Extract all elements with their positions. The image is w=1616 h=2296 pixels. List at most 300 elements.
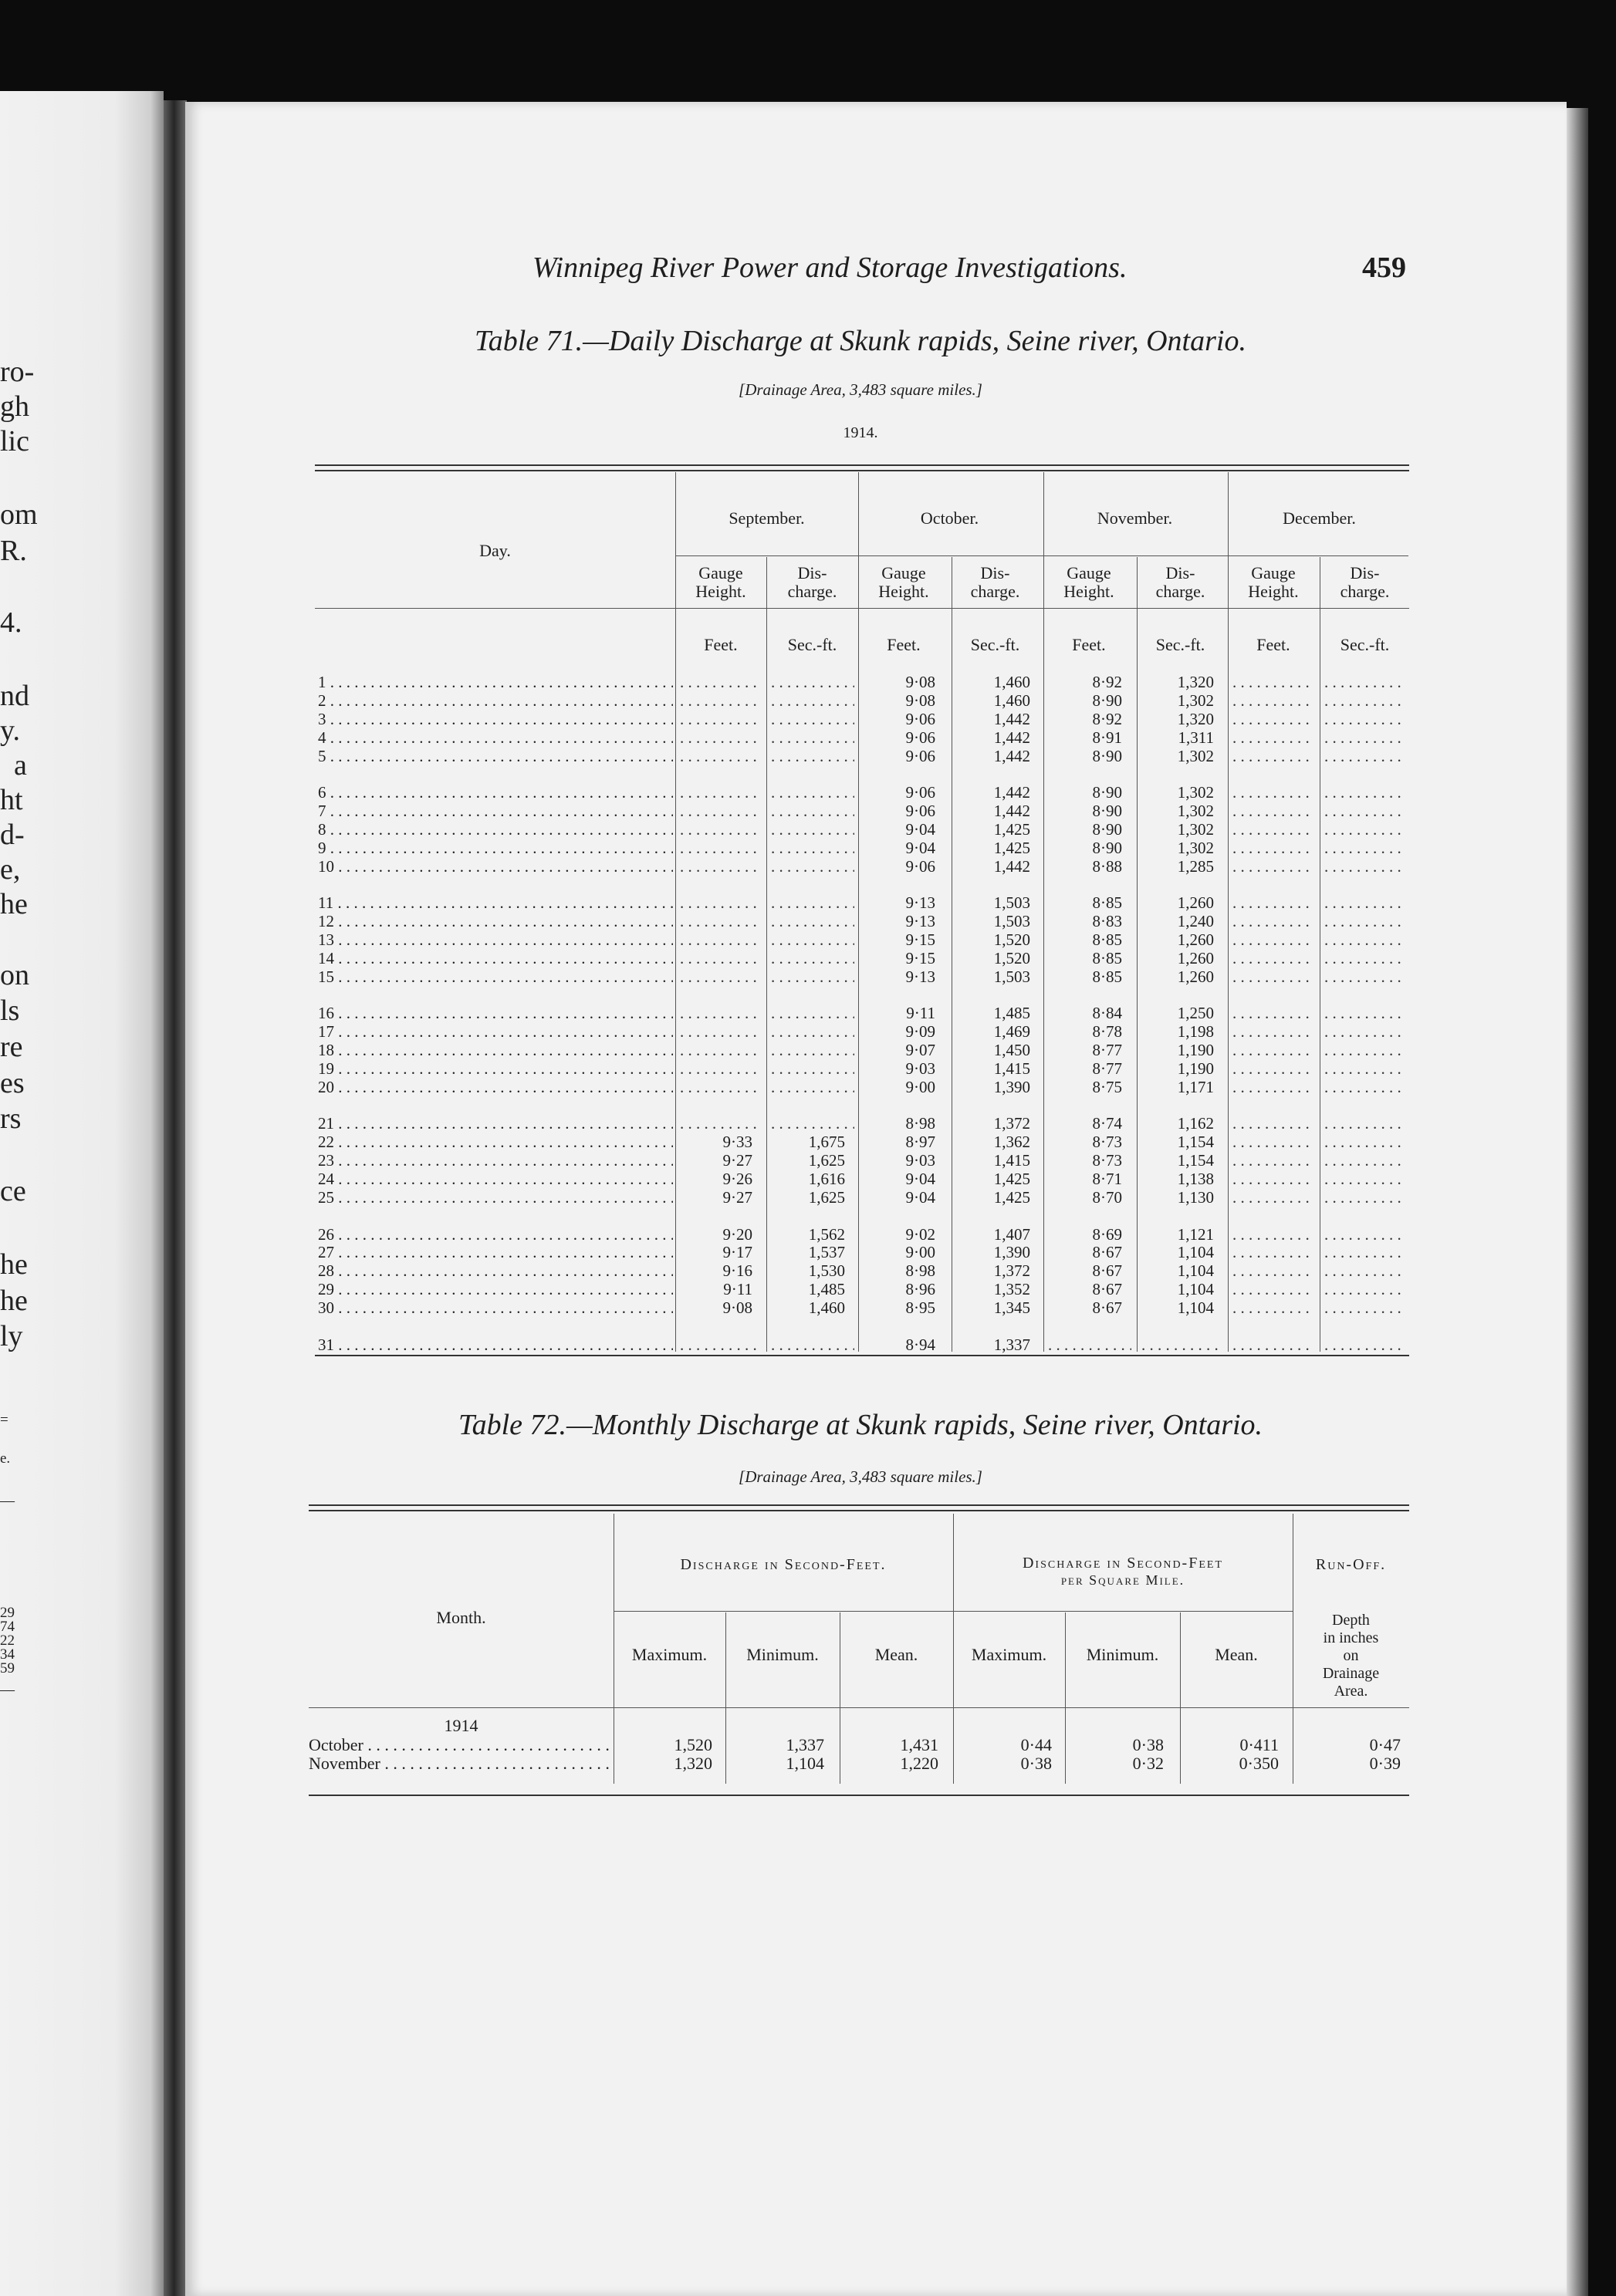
- table71-empty: [1324, 1059, 1405, 1078]
- table71-empty: [771, 691, 854, 710]
- table71-empty: [1232, 967, 1314, 986]
- table71-bottom-rule: [315, 1355, 1409, 1356]
- table72-drainage: [Drainage Area, 3,483 square miles.]: [739, 1467, 982, 1486]
- left-page-text: R.: [0, 535, 27, 567]
- table71-value: 1,104: [1177, 1261, 1214, 1281]
- table71-empty: [1324, 802, 1405, 820]
- day-label: 9 . . .: [318, 839, 673, 857]
- table71-value: 8·90: [1092, 802, 1122, 820]
- table71-value: 8·77: [1092, 1059, 1122, 1078]
- table71-value: 1,442: [993, 783, 1030, 802]
- day-label: 14 . . .: [318, 949, 673, 967]
- units-sec-ft: Sec.-ft.: [787, 635, 837, 654]
- table71-empty: [771, 930, 854, 949]
- table71-empty: [771, 1041, 854, 1059]
- table71-empty: [771, 747, 854, 765]
- table71-value: 8·90: [1092, 819, 1122, 839]
- table72-value: 1,431: [900, 1735, 938, 1754]
- table72-value: 1,220: [900, 1754, 938, 1773]
- table71-empty: [771, 710, 854, 728]
- left-page-text: om: [0, 498, 38, 531]
- day-label: 24 . . .: [318, 1170, 673, 1188]
- table71-empty: [1232, 1280, 1314, 1298]
- table71-value: 8·90: [1092, 746, 1122, 765]
- table71-empty: [771, 728, 854, 747]
- table71-header-bottom-rule: [315, 608, 1409, 609]
- table71-value: 8·96: [905, 1280, 935, 1299]
- table71-empty: [680, 728, 762, 747]
- table71-value: 1,104: [1177, 1298, 1214, 1318]
- month-label: November . . .: [309, 1754, 610, 1773]
- table71-value: 9·06: [905, 746, 935, 765]
- table71-empty: [680, 912, 762, 930]
- left-page-text: he: [0, 888, 28, 920]
- table71-empty: [1232, 1133, 1314, 1151]
- table71-empty: [680, 783, 762, 802]
- table71-value: 1,485: [993, 1004, 1030, 1023]
- table72-value: 1,337: [786, 1735, 824, 1754]
- table71-value: 1,302: [1177, 838, 1214, 857]
- discharge-header: Dis-: [1165, 563, 1195, 582]
- day-label: 25 . . .: [318, 1188, 673, 1207]
- day-label: 21 . . .: [318, 1114, 673, 1133]
- page-edge: [1567, 108, 1588, 2296]
- table71-value: 1,442: [993, 746, 1030, 765]
- table71-value: 9·04: [905, 838, 935, 857]
- table71-value: 9·04: [905, 1170, 935, 1189]
- table71-value: 1,450: [993, 1041, 1030, 1060]
- table71-empty: [771, 949, 854, 967]
- day-label: 1 . . .: [318, 673, 673, 691]
- table71-value: 1,250: [1177, 1004, 1214, 1023]
- table71-empty: [1324, 930, 1405, 949]
- table71-empty: [1324, 967, 1405, 986]
- table71-empty: [771, 783, 854, 802]
- table71-title: Table 71.—Daily Discharge at Skunk rapids, Seine river, Ontario.: [475, 325, 1246, 357]
- table71-empty: [1232, 783, 1314, 802]
- day-label: 3 . . .: [318, 710, 673, 728]
- table71-empty: [771, 1022, 854, 1041]
- table71-empty: [771, 857, 854, 876]
- table71-value: 8·90: [1092, 838, 1122, 857]
- table71-value: 1,162: [1177, 1114, 1214, 1133]
- table71-empty: [1324, 949, 1405, 967]
- units-feet: Feet.: [887, 635, 921, 654]
- runoff-header: Run-Off.: [1315, 1556, 1387, 1573]
- table72-value: 1,520: [674, 1735, 712, 1754]
- table71-value: 8·67: [1092, 1261, 1122, 1281]
- left-page-text: e,: [0, 853, 21, 886]
- table71-empty: [1232, 1078, 1314, 1096]
- units-sec-ft: Sec.-ft.: [970, 635, 1020, 654]
- table71-value: 1,503: [993, 967, 1030, 986]
- table71-value: 9·11: [723, 1280, 752, 1299]
- table71-empty: [1232, 691, 1314, 710]
- table71-empty: [1232, 1188, 1314, 1207]
- table72-value: 1,320: [674, 1754, 712, 1773]
- year-label: 1914: [444, 1716, 478, 1735]
- gauge-height-header: Gauge: [698, 563, 743, 582]
- table72-top-rule: [309, 1504, 1409, 1506]
- left-page-text: 4.: [0, 606, 22, 639]
- left-page-text: 29: [0, 1605, 15, 1621]
- month-header: Month.: [436, 1608, 486, 1627]
- runoff-depth-header: on: [1343, 1647, 1359, 1664]
- left-page-text: he: [0, 1285, 28, 1317]
- table71-empty: [680, 1059, 762, 1078]
- table71-value: 1,260: [1177, 948, 1214, 967]
- table71-value: 1,390: [993, 1243, 1030, 1262]
- left-page-text: ro-: [0, 356, 35, 388]
- table71-value: 9·15: [905, 948, 935, 967]
- table71-empty: [1232, 857, 1314, 876]
- table71-empty: [1324, 1078, 1405, 1096]
- table71-empty: [1324, 1170, 1405, 1188]
- table71-value: 9·27: [722, 1151, 752, 1170]
- table71-empty: [1232, 747, 1314, 765]
- left-page-text: ce: [0, 1175, 26, 1207]
- table71-empty: [1232, 1151, 1314, 1170]
- day-label: 30 . . .: [318, 1298, 673, 1317]
- day-label: 17 . . .: [318, 1022, 673, 1041]
- table71-value: 1,302: [1177, 819, 1214, 839]
- left-page-text: gh: [0, 390, 29, 423]
- table71-value: 1,171: [1177, 1077, 1214, 1096]
- table71-empty: [1324, 783, 1405, 802]
- day-label: 10 . . .: [318, 857, 673, 876]
- table71-value: 8·92: [1092, 673, 1122, 691]
- column-header: Mean.: [1215, 1645, 1258, 1664]
- table71-value: 1,520: [993, 948, 1030, 967]
- day-label: 27 . . .: [318, 1243, 673, 1261]
- day-label: 18 . . .: [318, 1041, 673, 1059]
- table71-value: 8·90: [1092, 690, 1122, 710]
- table71-value: 1,390: [993, 1077, 1030, 1096]
- table71-empty: [680, 839, 762, 857]
- table71-empty: [771, 673, 854, 691]
- left-page-text: =: [0, 1412, 8, 1428]
- table71-value: 1,442: [993, 856, 1030, 876]
- table71-drainage: [Drainage Area, 3,483 square miles.]: [739, 380, 982, 399]
- table71-empty: [771, 1335, 854, 1354]
- gauge-height-header: Gauge: [881, 563, 926, 582]
- table71-value: 8·67: [1092, 1298, 1122, 1318]
- table71-value: 9·15: [905, 930, 935, 949]
- table71-empty: [771, 1114, 854, 1133]
- table71-value: 9·00: [905, 1077, 935, 1096]
- gauge-height-header: Gauge: [1067, 563, 1111, 582]
- table71-value: 1,442: [993, 728, 1030, 747]
- table71-empty: [680, 857, 762, 876]
- table71-value: 9·13: [905, 912, 935, 931]
- month-header: November.: [1097, 508, 1173, 528]
- table71-empty: [1324, 820, 1405, 839]
- table71-value: 1,407: [993, 1224, 1030, 1244]
- table71-value: 1,198: [1177, 1022, 1214, 1042]
- table71-value: 9·00: [905, 1243, 935, 1262]
- discharge-group-header: Discharge in Second-Feet.: [680, 1556, 887, 1573]
- table71-value: 9·26: [722, 1170, 752, 1189]
- table71-empty: [1232, 1059, 1314, 1078]
- table71-value: 9·09: [905, 1022, 935, 1042]
- table71-value: 1,154: [1177, 1151, 1214, 1170]
- table71-value: 1,442: [993, 802, 1030, 820]
- day-label: 20 . . .: [318, 1078, 673, 1096]
- left-page-text: ls: [0, 994, 20, 1027]
- table71-value: 1,425: [993, 1188, 1030, 1207]
- table71-empty: [1232, 949, 1314, 967]
- table71-value: 8·77: [1092, 1041, 1122, 1060]
- table71-value: 8·75: [1092, 1077, 1122, 1096]
- table71-value: 9·03: [905, 1151, 935, 1170]
- table71-value: 9·33: [722, 1133, 752, 1152]
- table71-value: 9·17: [722, 1243, 752, 1262]
- runoff-depth-header: Depth: [1332, 1612, 1370, 1629]
- table71-value: 9·11: [906, 1004, 935, 1023]
- table71-value: 9·06: [905, 728, 935, 747]
- day-label: 13 . . .: [318, 930, 673, 949]
- table71-value: 9·04: [905, 819, 935, 839]
- table71-empty: [1232, 1261, 1314, 1280]
- table72-title: Table 72.—Monthly Discharge at Skunk rapids, Seine river, Ontario.: [458, 1409, 1263, 1441]
- gauge-height-header: Height.: [1063, 582, 1114, 601]
- day-label: 7 . . .: [318, 802, 673, 820]
- left-page-text: 34: [0, 1646, 15, 1663]
- table71-empty: [1232, 802, 1314, 820]
- table71-empty: [1232, 1041, 1314, 1059]
- left-page-text: y.: [0, 714, 21, 747]
- table71-value: 9·02: [905, 1224, 935, 1244]
- table71-value: 8·90: [1092, 783, 1122, 802]
- table71-value: 1,320: [1177, 709, 1214, 728]
- table72-value: 0·47: [1369, 1735, 1401, 1754]
- table71-value: 1,460: [993, 673, 1030, 691]
- left-page-text: e.: [0, 1450, 11, 1467]
- table71-value: 1,130: [1177, 1188, 1214, 1207]
- table71-year: 1914.: [843, 424, 878, 441]
- table71-empty: [771, 967, 854, 986]
- table72-value: 0·350: [1239, 1754, 1279, 1773]
- table71-value: 9·20: [722, 1224, 752, 1244]
- table71-empty: [1324, 893, 1405, 912]
- left-page-text: a: [14, 749, 27, 782]
- left-page-text: he: [0, 1248, 28, 1281]
- table71-empty: [1324, 728, 1405, 747]
- table71-value: 1,104: [1177, 1280, 1214, 1299]
- gauge-height-header: Height.: [695, 582, 746, 601]
- table71-empty: [771, 802, 854, 820]
- left-page-text: —: [0, 1682, 15, 1698]
- table71-empty: [1048, 1335, 1131, 1354]
- table72-header-bottom-rule: [309, 1707, 1409, 1708]
- page-number: 459: [1362, 252, 1406, 284]
- table71-empty: [680, 949, 762, 967]
- table71-empty: [1324, 747, 1405, 765]
- column-header: Minimum.: [746, 1645, 819, 1664]
- table71-value: 1,337: [993, 1335, 1030, 1354]
- table71-empty: [1232, 1225, 1314, 1244]
- table71-empty: [1324, 710, 1405, 728]
- table71-value: 1,625: [808, 1151, 845, 1170]
- table71-value: 8·88: [1092, 856, 1122, 876]
- left-page-text: 59: [0, 1660, 15, 1676]
- table71-value: 8·97: [905, 1133, 935, 1152]
- runoff-depth-header: Area.: [1334, 1683, 1368, 1700]
- table71-value: 1,372: [993, 1114, 1030, 1133]
- table71-value: 8·74: [1092, 1114, 1122, 1133]
- table71-empty: [1232, 728, 1314, 747]
- table72-value: 0·38: [1020, 1754, 1052, 1773]
- table71-empty: [680, 1114, 762, 1133]
- left-page-fragment: [0, 91, 164, 2296]
- units-feet: Feet.: [1256, 635, 1290, 654]
- left-page-text: ht: [0, 784, 23, 816]
- day-label: 2 . . .: [318, 691, 673, 710]
- left-page-text: d-: [0, 819, 25, 851]
- discharge-per-mile-header: Discharge in Second-Feet: [1022, 1555, 1223, 1572]
- table71-value: 1,302: [1177, 783, 1214, 802]
- table71-value: 1,372: [993, 1261, 1030, 1281]
- table71-value: 1,425: [993, 838, 1030, 857]
- table71-empty: [1232, 673, 1314, 691]
- table71-empty: [1324, 1298, 1405, 1317]
- table71-top-rule-2: [315, 470, 1409, 471]
- table71-empty: [680, 967, 762, 986]
- table71-value: 1,425: [993, 819, 1030, 839]
- table71-empty: [1232, 1114, 1314, 1133]
- table71-value: 1,121: [1177, 1224, 1214, 1244]
- table71-value: 1,302: [1177, 690, 1214, 710]
- table71-value: 1,240: [1177, 912, 1214, 931]
- left-page-text: lic: [0, 425, 29, 458]
- table71-value: 1,460: [993, 690, 1030, 710]
- table71-value: 1,460: [808, 1298, 845, 1318]
- discharge-header: Dis-: [980, 563, 1010, 582]
- table71-value: 1,138: [1177, 1170, 1214, 1189]
- table71-value: 8·94: [905, 1335, 935, 1354]
- table71-top-rule: [315, 464, 1409, 466]
- table71-empty: [680, 1004, 762, 1022]
- gauge-height-header: Gauge: [1251, 563, 1296, 582]
- table72-bottom-rule: [309, 1795, 1409, 1796]
- table71-value: 8·67: [1092, 1243, 1122, 1262]
- table71-empty: [1324, 1133, 1405, 1151]
- table71-empty: [1232, 839, 1314, 857]
- units-feet: Feet.: [704, 635, 738, 654]
- left-page-text: nd: [0, 680, 29, 712]
- table71-empty: [1324, 1280, 1405, 1298]
- month-label: October . . .: [309, 1736, 610, 1754]
- left-page-text: es: [0, 1067, 25, 1099]
- table71-value: 1,311: [1178, 728, 1214, 747]
- table71-value: 1,260: [1177, 930, 1214, 949]
- table71-empty: [1324, 1188, 1405, 1207]
- left-page-text: re: [0, 1031, 23, 1063]
- column-header: Mean.: [874, 1645, 918, 1664]
- table71-empty: [1232, 710, 1314, 728]
- table71-empty: [1324, 912, 1405, 930]
- table71-value: 9·06: [905, 802, 935, 820]
- gauge-height-header: Height.: [878, 582, 929, 601]
- table71-value: 8·70: [1092, 1188, 1122, 1207]
- table71-empty: [1324, 1243, 1405, 1261]
- left-page-text: rs: [0, 1102, 22, 1135]
- table72-value: 0·38: [1132, 1735, 1164, 1754]
- table71-empty: [680, 1022, 762, 1041]
- table71-value: 1,345: [993, 1298, 1030, 1318]
- table72-value: 0·411: [1239, 1735, 1279, 1754]
- table71-value: 1,503: [993, 912, 1030, 931]
- table72-value: 1,104: [786, 1754, 824, 1773]
- table71-value: 8·84: [1092, 1004, 1122, 1023]
- table71-value: 9·06: [905, 709, 935, 728]
- table71-value: 9·06: [905, 783, 935, 802]
- table71-empty: [1232, 912, 1314, 930]
- table71-value: 1,285: [1177, 856, 1214, 876]
- running-title: Winnipeg River Power and Storage Investigations.: [532, 252, 1127, 284]
- table71-empty: [1324, 857, 1405, 876]
- table71-empty: [771, 912, 854, 930]
- table72-top-rule-2: [309, 1510, 1409, 1511]
- discharge-header: Dis-: [797, 563, 827, 582]
- table72-value: 0·44: [1020, 1735, 1052, 1754]
- table71-value: 1,625: [808, 1188, 845, 1207]
- month-header: December.: [1283, 508, 1356, 528]
- day-label: 5 . . .: [318, 747, 673, 765]
- units-sec-ft: Sec.-ft.: [1340, 635, 1390, 654]
- table71-value: 1,190: [1177, 1041, 1214, 1060]
- table71-empty: [771, 1004, 854, 1022]
- discharge-header: charge.: [787, 582, 837, 601]
- table71-empty: [1324, 1261, 1405, 1280]
- table71-value: 8·98: [905, 1114, 935, 1133]
- table71-value: 8·85: [1092, 893, 1122, 913]
- table71-value: 1,190: [1177, 1059, 1214, 1078]
- table71-value: 1,415: [993, 1059, 1030, 1078]
- table71-empty: [1324, 1225, 1405, 1244]
- table71-value: 1,302: [1177, 802, 1214, 820]
- table71-empty: [680, 930, 762, 949]
- table71-value: 1,530: [808, 1261, 845, 1281]
- column-header: Maximum.: [631, 1645, 708, 1664]
- table71-value: 1,520: [993, 930, 1030, 949]
- table71-value: 9·16: [722, 1261, 752, 1281]
- left-page-text: 22: [0, 1633, 15, 1649]
- table71-empty: [1324, 1151, 1405, 1170]
- table71-value: 9·27: [722, 1188, 752, 1207]
- table71-value: 1,104: [1177, 1243, 1214, 1262]
- table71-value: 1,260: [1177, 893, 1214, 913]
- table71-empty: [1324, 839, 1405, 857]
- table71-empty: [680, 691, 762, 710]
- table71-empty: [1232, 893, 1314, 912]
- table71-value: 1,485: [808, 1280, 845, 1299]
- left-page-text: —: [0, 1493, 15, 1509]
- table71-value: 1,442: [993, 709, 1030, 728]
- table71-empty: [1324, 1335, 1405, 1354]
- day-label: 6 . . .: [318, 783, 673, 802]
- table71-empty: [680, 1335, 762, 1354]
- table71-value: 9·08: [722, 1298, 752, 1318]
- table71-empty: [680, 747, 762, 765]
- table72-value: 0·39: [1369, 1754, 1401, 1773]
- table71-empty: [1232, 1022, 1314, 1041]
- day-label: 8 . . .: [318, 820, 673, 839]
- day-label: 29 . . .: [318, 1280, 673, 1298]
- month-header: October.: [920, 508, 979, 528]
- book-gutter: [164, 100, 187, 2296]
- table71-empty: [771, 1078, 854, 1096]
